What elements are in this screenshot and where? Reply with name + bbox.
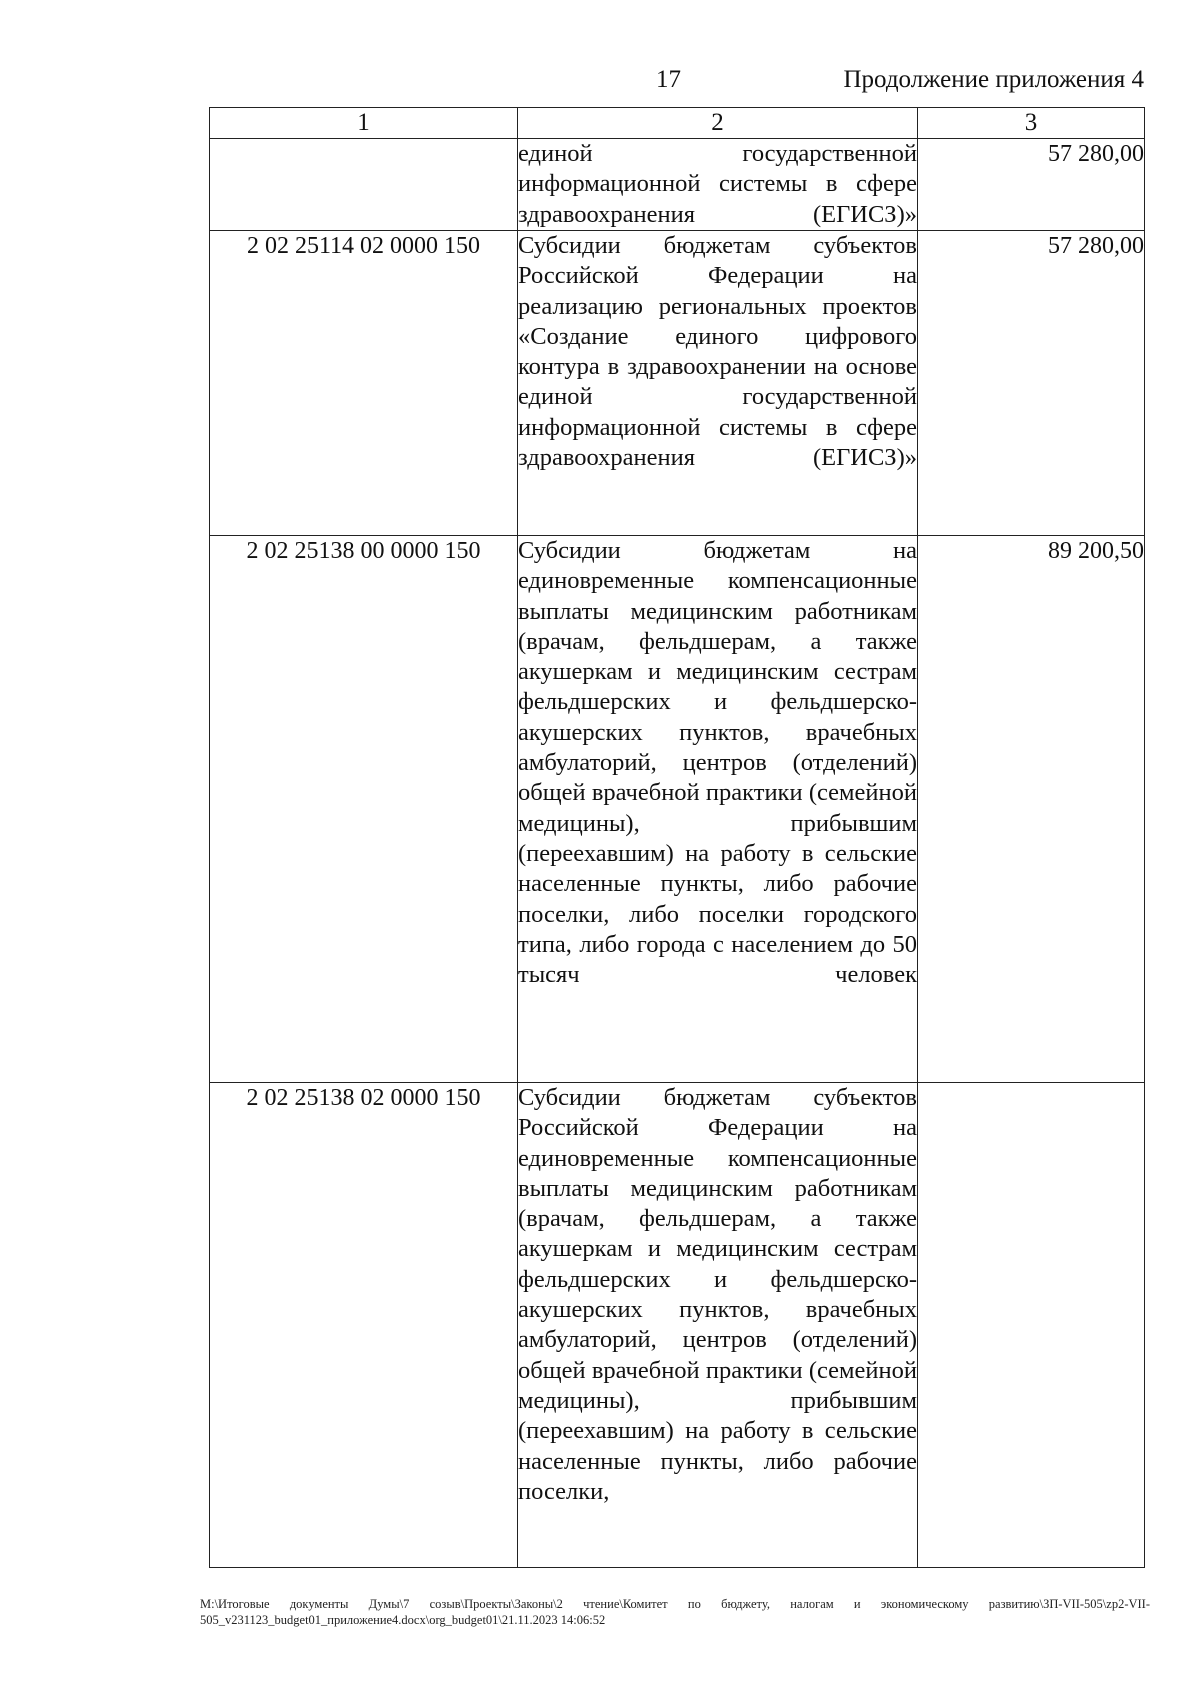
row-code: 2 02 25138 02 0000 150 xyxy=(210,1083,518,1568)
column-header-1: 1 xyxy=(210,108,518,139)
table-header-row xyxy=(210,108,1145,139)
column-header-3: 3 xyxy=(918,108,1145,139)
row-amount: 89 200,50 xyxy=(918,536,1145,1083)
row-amount xyxy=(918,1083,1145,1568)
row-description: Субсидии бюджетам на единовременные компенсационные выплаты медицинским работникам (врачам, фельдшерам, а также акушеркам и медицинским сестрам фельдшерских и фельдшерско-акушерских пунктов, врачебных амбулаторий, центров (отделений) общей врачебной практики (семейной медицины), прибывшим (переехавшим) на работу в сельские населенные пункты, либо рабочие поселки, либо поселки городского типа, либо города с населением до 50 тысяч человек xyxy=(518,536,918,1083)
column-header-2: 2 xyxy=(518,108,918,139)
budget-table xyxy=(209,107,1145,1568)
row-amount: 57 280,00 xyxy=(918,231,1145,536)
page-number: 17 xyxy=(656,66,681,93)
table-row xyxy=(210,231,1145,536)
table-row xyxy=(210,536,1145,1083)
row-description: Субсидии бюджетам субъектов Российской Федерации на реализацию региональных проектов «Создание единого цифрового контура в здравоохранении на основе единой государственной информационной системы в сфере здравоохранения (ЕГИСЗ)» xyxy=(518,231,918,536)
row-amount: 57 280,00 xyxy=(918,139,1145,231)
row-description: единой государственной информационной системы в сфере здравоохранения (ЕГИСЗ)» xyxy=(518,139,918,231)
row-code: 2 02 25138 00 0000 150 xyxy=(210,536,518,1083)
row-description: Субсидии бюджетам субъектов Российской Федерации на единовременные компенсационные выплаты медицинским работникам (врачам, фельдшерам, а также акушеркам и медицинским сестрам фельдшерских и фельдшерско-акушерских пунктов, врачебных амбулаторий, центров (отделений) общей врачебной практики (семейной медицины), прибывшим (переехавшим) на работу в сельские населенные пункты, либо рабочие поселки, xyxy=(518,1083,918,1568)
row-code xyxy=(210,139,518,231)
document-file-path: M:\Итоговые документы Думы\7 созыв\Проекты\Законы\2 чтение\Комитет по бюджету, налогам и экономическому развитию\ЗП-VII-505\zp2-VII-505_v231123_budget01_приложение4.docx\org_budget01\21.11.2023 14:06:52 xyxy=(200,1597,1150,1627)
table-row xyxy=(210,1083,1145,1568)
table-row xyxy=(210,139,1145,231)
appendix-continuation-label: Продолжение приложения 4 xyxy=(843,66,1144,93)
row-code: 2 02 25114 02 0000 150 xyxy=(210,231,518,536)
